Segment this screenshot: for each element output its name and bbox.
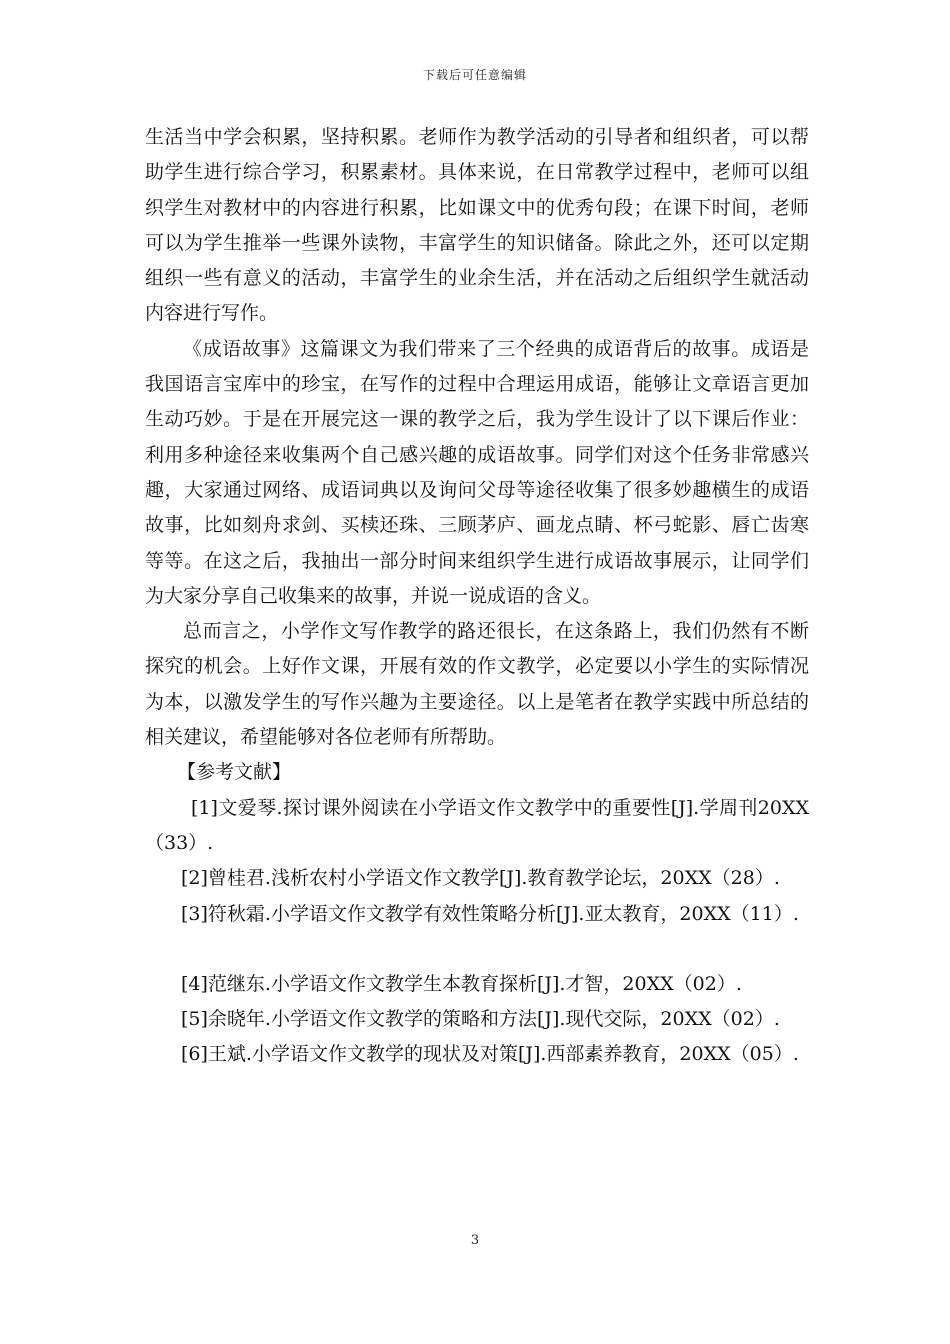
page-number: 3 xyxy=(470,1233,480,1248)
blank-line xyxy=(145,932,809,967)
references-title: 【参考文献】 xyxy=(177,761,292,784)
reference-item-3: [3]符秋霜.小学语文作文教学有效性策略分析[J].亚太教育，20XX（11）. xyxy=(181,902,799,925)
paragraph-idiom-stories: 《成语故事》这篇课文为我们带来了三个经典的成语背后的故事。成语是我国语言宝库中的珍宝，在写作的过程中合理运用成语，能够让文章语言更加生动巧妙。于是在开展完这一课的教学之后，我为学生设计了以下课后作业：利用多种途径来收集两个自己感兴趣的成语故事。同学们对这个任务非常感兴趣，大家通过网络、成语词典以及询问父母等途径收集了很多妙趣横生的成语故事，比如刻舟求剑、买椟还珠、三顾茅庐、画龙点睛、杯弓蛇影、唇亡齿寒等等。在这之后，我抽出一部分时间来组织学生进行成语故事展示，让同学们为大家分享自己收集来的故事，并说一说成语的含义。 xyxy=(145,337,809,607)
paragraph-continuation: 生活当中学会积累，坚持积累。老师作为教学活动的引导者和组织者，可以帮助学生进行综合学习，积累素材。具体来说，在日常教学过程中，老师可以组织学生对教材中的内容进行积累，比如课文中的优秀句段；在课下时间，老师可以为学生推举一些课外读物，丰富学生的知识储备。除此之外，还可以定期组织一些有意义的活动，丰富学生的业余生活，并在活动之后组织学生就活动内容进行写作。 xyxy=(145,126,809,325)
reference-item-5: [5]余晓年.小学语文作文教学的策略和方法[J].现代交际，20XX（02）. xyxy=(181,1008,780,1031)
reference-item-1: [1]文爱琴.探讨课外阅读在小学语文作文教学中的重要性[J].学周刊20XX（33）. xyxy=(145,796,809,854)
document-body xyxy=(145,120,809,1073)
reference-item-4: [4]范继东.小学语文作文教学生本教育探析[J].才智，20XX（02）. xyxy=(181,972,742,995)
paragraph-conclusion: 总而言之，小学作文写作教学的路还很长，在这条路上，我们仍然有不断探究的机会。上好作文课，开展有效的作文教学，必定要以小学生的实际情况为本，以激发学生的写作兴趣为主要途径。以上是笔者在教学实践中所总结的相关建议，希望能够对各位老师有所帮助。 xyxy=(145,620,809,749)
page-header: 下载后可任意编辑 xyxy=(422,68,527,82)
reference-item-6: [6]王斌.小学语文作文教学的现状及对策[J].西部素养教育，20XX（05）. xyxy=(181,1043,799,1066)
reference-item-2: [2]曾桂君.浅析农村小学语文作文教学[J].教育教学论坛，20XX（28）. xyxy=(181,867,780,890)
